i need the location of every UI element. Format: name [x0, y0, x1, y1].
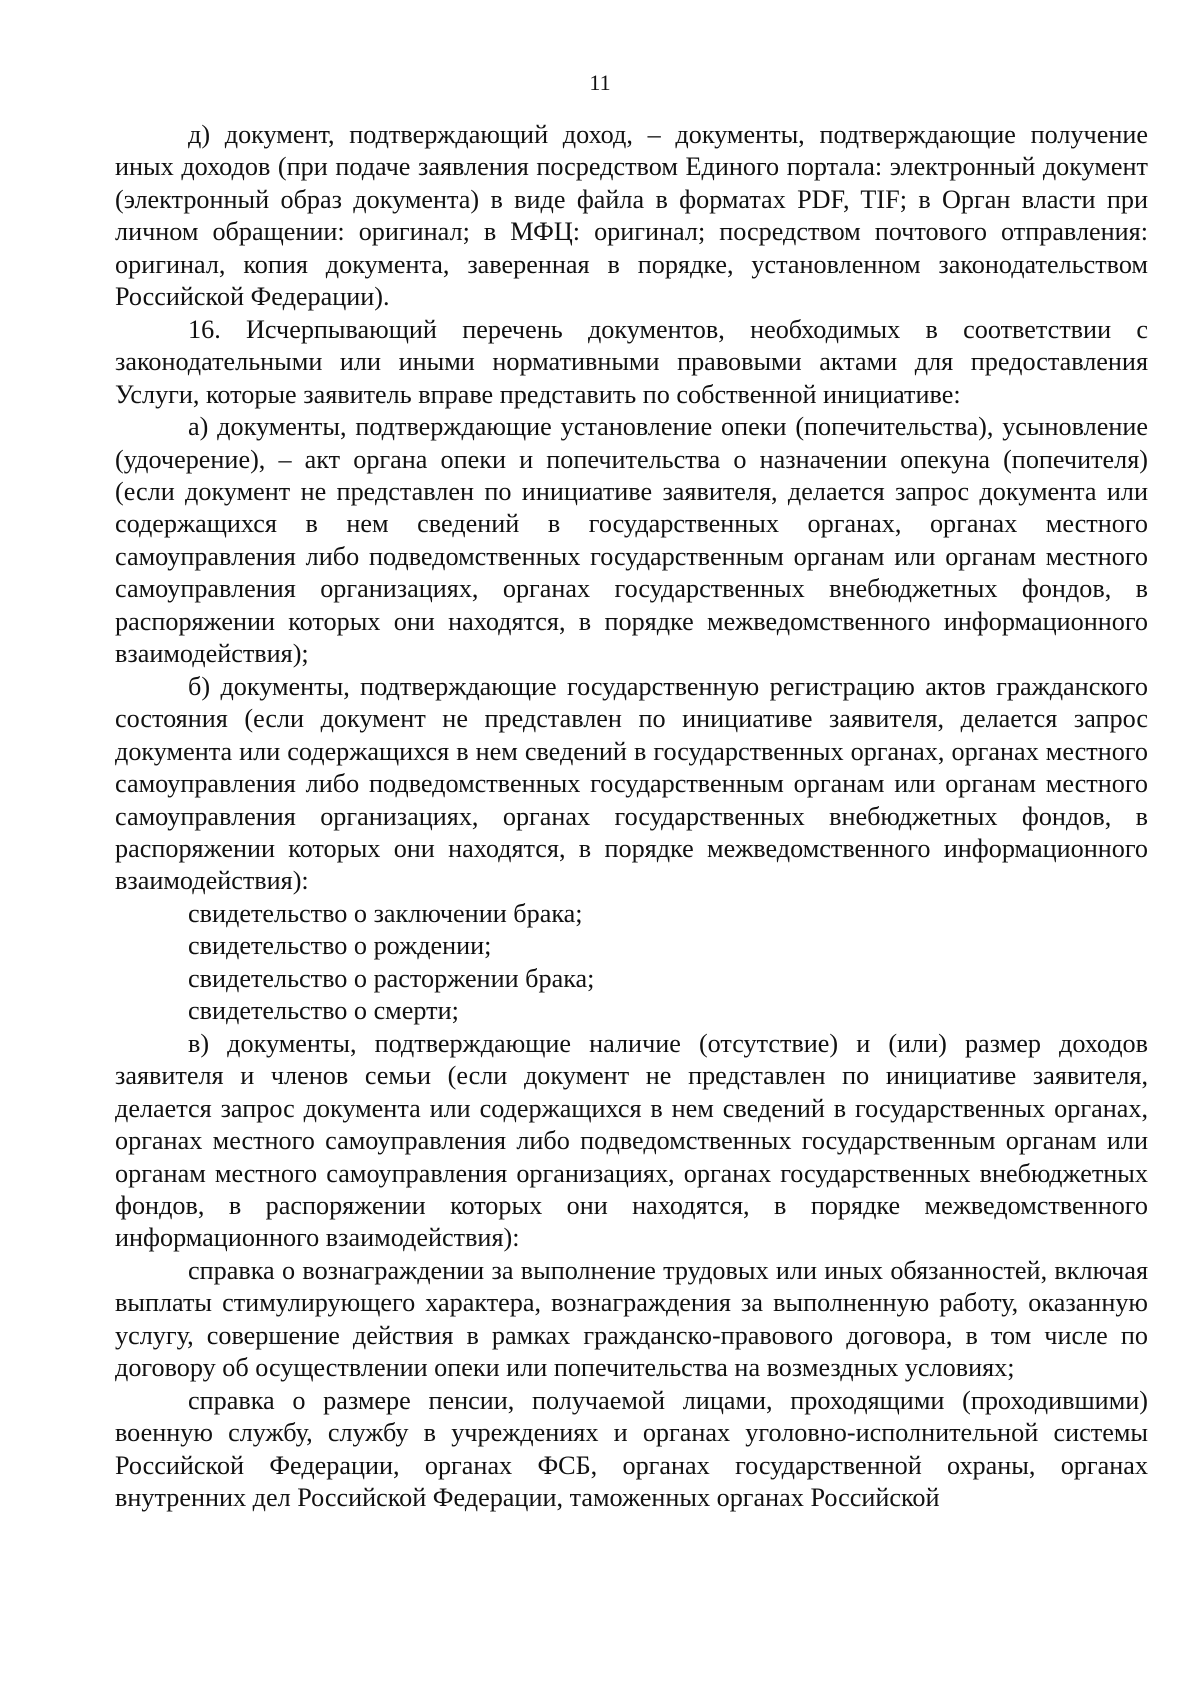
paragraph-income-documents: в) документы, подтверждающие наличие (отсутствие) и (или) размер доходов заявителя и членов семьи (если документ не представлен по инициативе заявителя, делается запрос документа или содержащихся в нем сведений в государственных органах, органах местного самоуправления либо подведомственных государственным органам или органам местного самоуправления организациях, органах государственных внебюджетных фондов, в распоряжении которых они находятся, в порядке межведомственного информационного взаимодействия):	[115, 1028, 1148, 1253]
list-item-remuneration-certificate: справка о вознаграждении за выполнение трудовых или иных обязанностей, включая выплаты стимулирующего характера, вознаграждения за выполненную работу, оказанную услугу, совершение действия в рамках гражданско-правового договора, в том числе по договору об осуществлении опеки или попечительства на возмездных условиях;	[115, 1255, 1148, 1383]
paragraph-guardianship-documents: а) документы, подтверждающие установление опеки (попечительства), усыновление (удочерение), – акт органа опеки и попечительства о назначении опекуна (попечителя) (если документ не представлен по инициативе заявителя, делается запрос документа или содержащихся в нем сведений в государственных органах, органах местного самоуправления либо подведомственных государственным органам или органам местного самоуправления организациях, органах государственных внебюджетных фондов, в распоряжении которых они находятся, в порядке межведомственного информационного взаимодействия);	[115, 412, 1148, 669]
paragraph-civil-status-documents: б) документы, подтверждающие государственную регистрацию актов гражданского состояния (если документ не представлен по инициативе заявителя, делается запрос документа или содержащихся в нем сведений в государственных органах, органах местного самоуправления либо подведомственных государственным органам или органам местного самоуправления организациях, органах государственных внебюджетных фондов, в распоряжении которых они находятся, в порядке межведомственного информационного взаимодействия):	[115, 671, 1148, 896]
list-item-pension-certificate: справка о размере пенсии, получаемой лицами, проходящими (проходившими) военную службу, службу в учреждениях и органах уголовно-исполнительной системы Российской Федерации, органах ФСБ, органах государственной охраны, органах внутренних дел Российской Федерации, таможенных органах Российской	[115, 1385, 1148, 1513]
list-item-birth-certificate: свидетельство о рождении;	[188, 931, 492, 961]
page-number: 11	[589, 70, 611, 95]
document-body	[115, 119, 1148, 1514]
paragraph-item-16: 16. Исчерпывающий перечень документов, необходимых в соответствии с законодательными или иными нормативными правовыми актами для предоставления Услуги, которые заявитель вправе представить по собственной инициативе:	[115, 314, 1148, 409]
list-item-marriage-certificate: свидетельство о заключении брака;	[188, 898, 583, 928]
list-item-death-certificate: свидетельство о смерти;	[188, 996, 459, 1026]
paragraph-income-document: д) документ, подтверждающий доход, – документы, подтверждающие получение иных доходов (при подаче заявления посредством Единого портала: электронный документ (электронный образ документа) в виде файла в форматах PDF, TIF; в Орган власти при личном обращении: оригинал; в МФЦ: оригинал; посредством почтового отправления: оригинал, копия документа, заверенная в порядке, установленном законодательством Российской Федерации).	[115, 120, 1148, 312]
list-item-divorce-certificate: свидетельство о расторжении брака;	[188, 963, 595, 993]
